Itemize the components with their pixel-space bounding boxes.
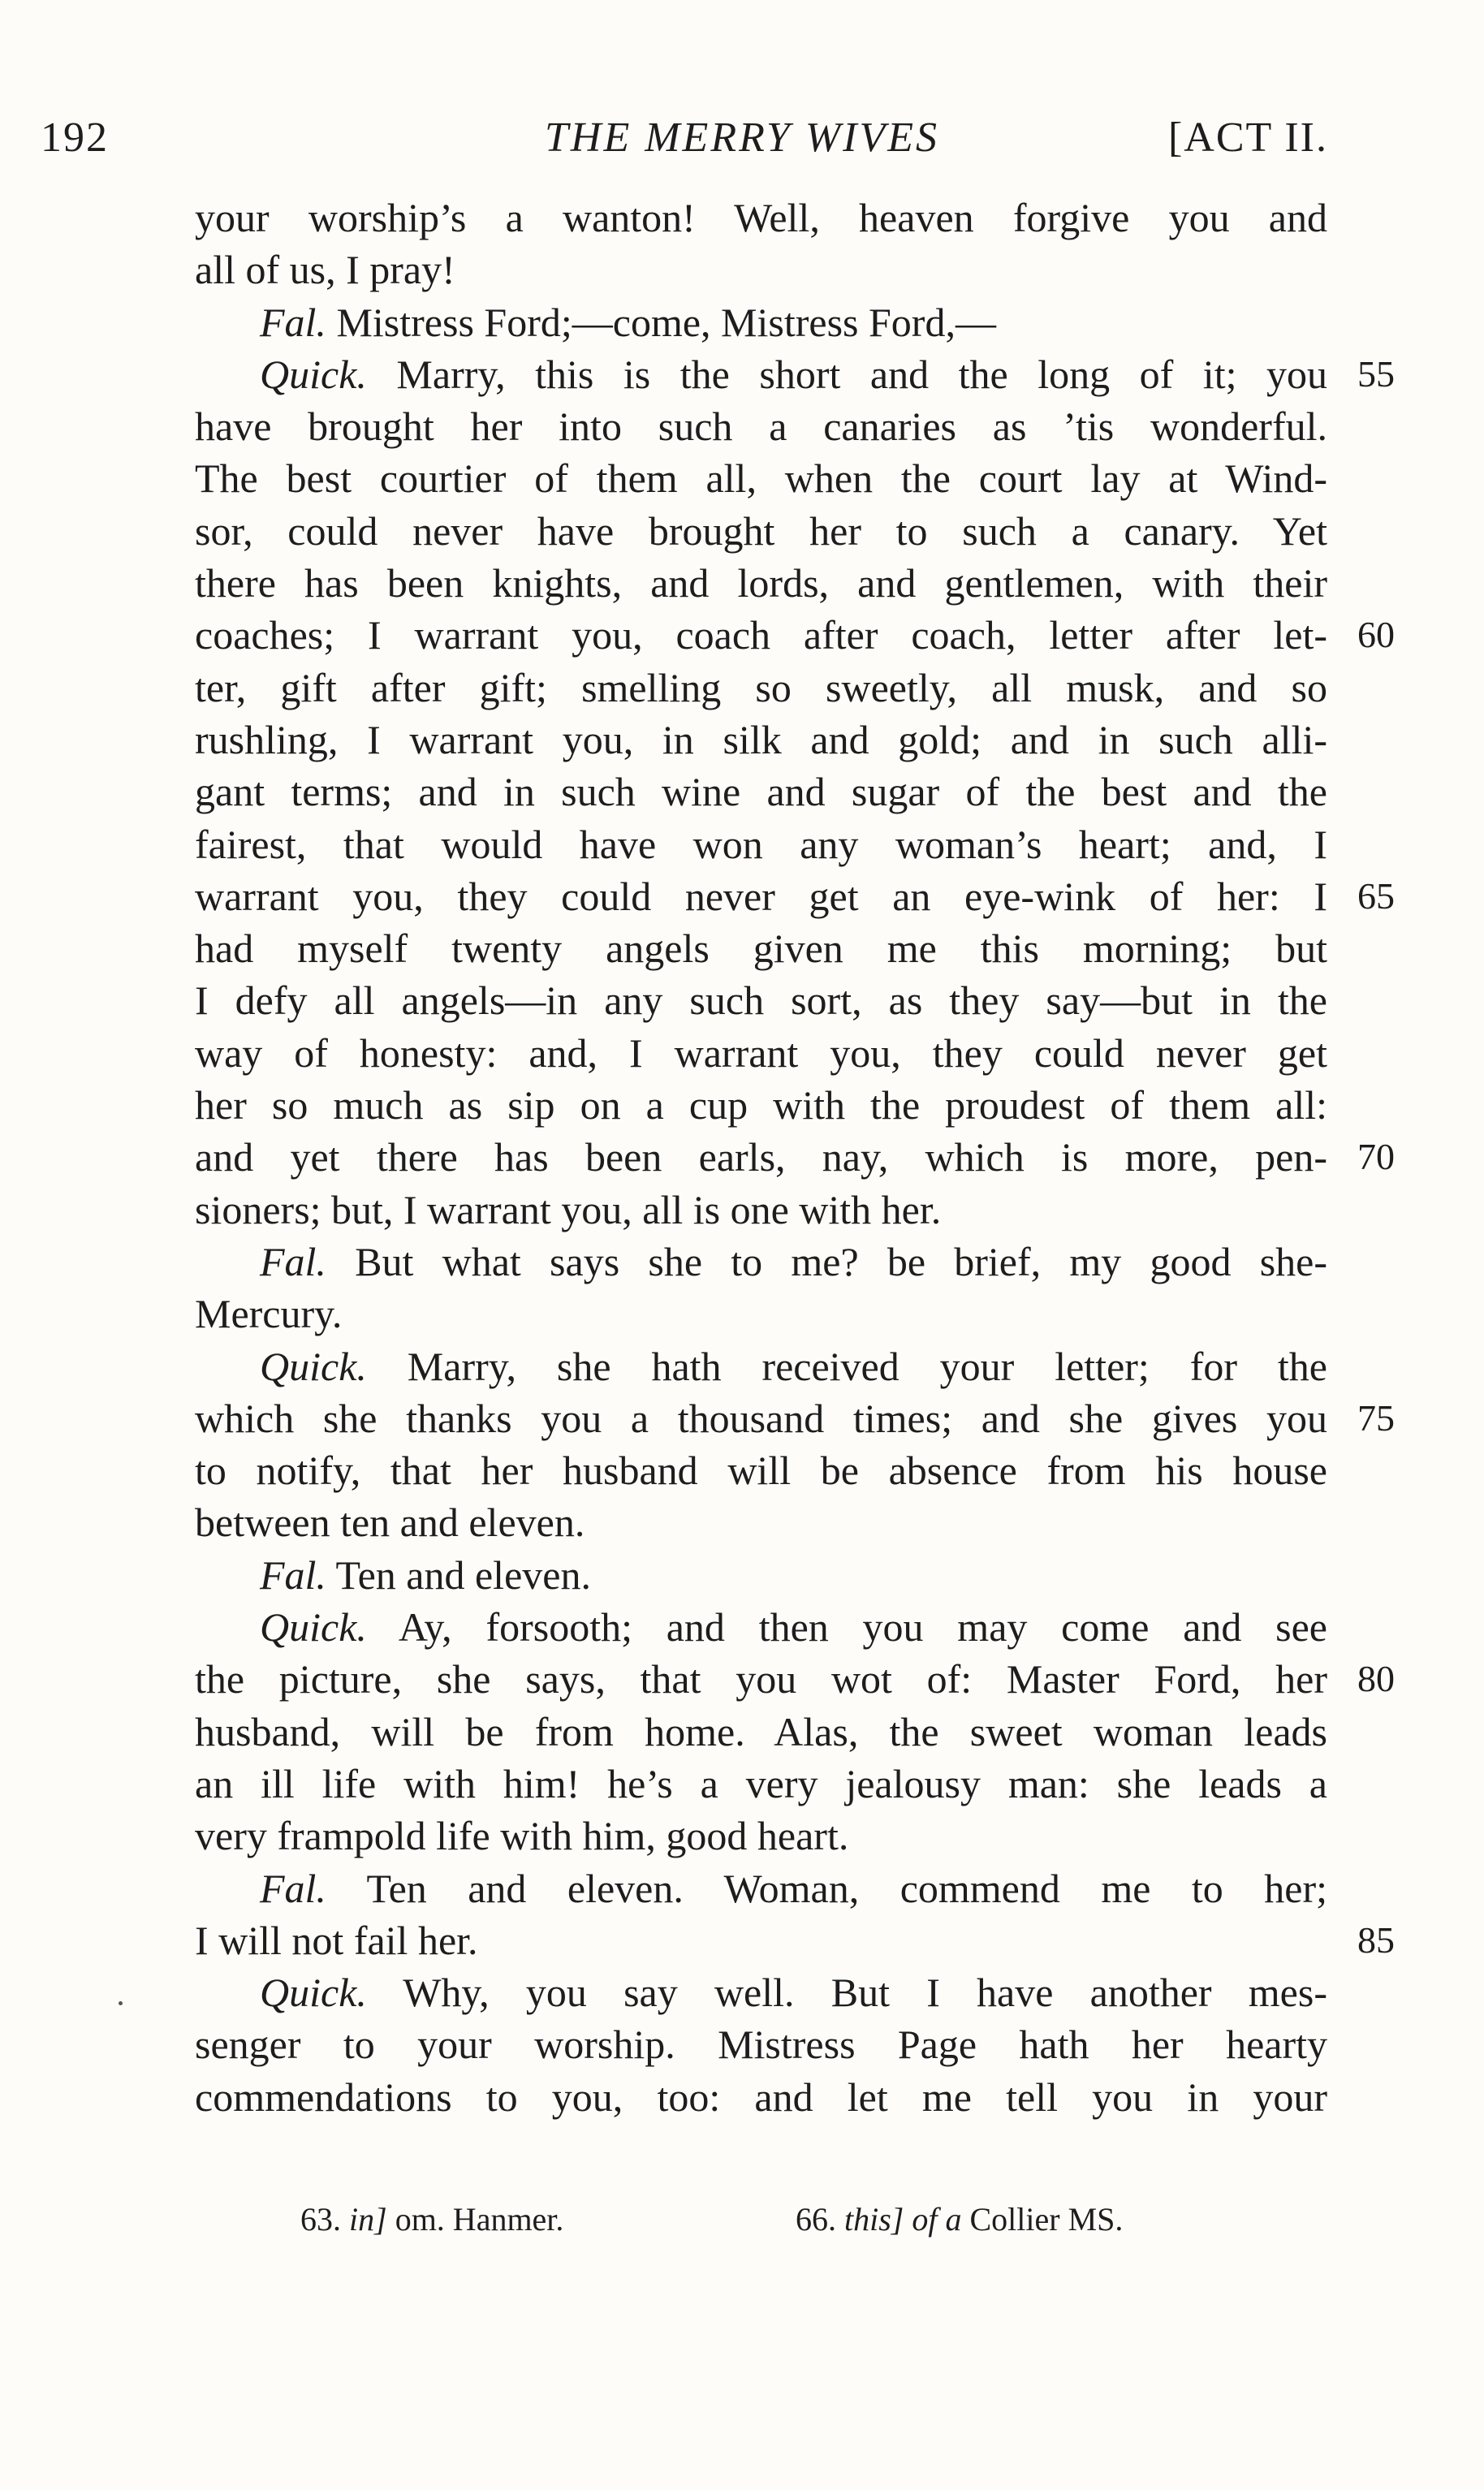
text-line [195,1601,1327,1653]
line-text: Ay, forsooth; and then you may come and see [398,1604,1327,1651]
margin-mark [119,2001,123,2005]
footnote-63 [300,2200,563,2238]
footnote-number: 66. [796,2201,836,2238]
text-line [195,1184,1327,1236]
footnotes [0,2200,1484,2249]
line-text: have brought her into such a canaries as ’tis wonderful. [195,403,1327,450]
line-text: sioners; but, I warrant you, all is one with her. [195,1186,942,1232]
line-text: the picture, she says, that you wot of: Master Ford, her [195,1656,1327,1702]
text-line [195,870,1395,922]
text-line [195,452,1327,504]
line-text: Ten and eleven. [335,1551,591,1598]
line-number: 65 [1357,874,1395,917]
text-line [195,244,1327,296]
text-line [195,1079,1327,1131]
line-text: warrant you, they could never get an eye-wink of her: I [195,873,1327,919]
footnote-lemma: this] [844,2201,904,2238]
line-text: Marry, this is the short and the long of it; you [396,351,1328,397]
line-text: way of honesty: and, I warrant you, they could never get [195,1029,1327,1076]
line-number: 60 [1357,614,1395,656]
line-text: I defy all angels—in any such sort, as they say—but in the [195,977,1327,1024]
text-line [195,1444,1327,1496]
text-line [195,1549,1327,1601]
line-text: Mercury. [195,1291,343,1337]
text-line [195,922,1327,974]
line-text: The best courtier of them all, when the court lay at Wind- [195,455,1327,502]
speaker-name: Quick. [260,351,367,397]
text-line [195,1966,1327,2018]
line-text: husband, will be from home. Alas, the sweet woman leads [195,1708,1327,1754]
play-text [195,192,1395,2123]
line-text: which she thanks you a thousand times; and she gives you [195,1395,1327,1441]
text-line [195,1392,1395,1444]
speaker-name: Fal. [260,1865,326,1911]
line-text: ter, gift after gift; smelling so sweetly, all musk, and so [195,664,1327,710]
line-text: all of us, I pray! [195,247,455,293]
line-text: an ill life with him! he’s a very jealousy man: she leads a [195,1760,1327,1806]
text-line [195,1758,1327,1810]
line-number: 80 [1357,1658,1395,1700]
footnote-lemma: in] [349,2201,387,2238]
text-line [195,1131,1395,1183]
line-text: very frampold life with him, good heart. [195,1813,849,1859]
line-text: to notify, that her husband will be absence from his house [195,1448,1327,1494]
line-text: her so much as sip on a cup with the proudest of them all: [195,1082,1327,1128]
line-text: there has been knights, and lords, and gentlemen, with their [195,560,1327,606]
text-line [195,192,1327,244]
speaker-name: Quick. [260,1343,367,1389]
text-line [195,1236,1327,1288]
text-line [195,348,1395,400]
footnote-number: 63. [300,2201,341,2238]
speaker-name: Quick. [260,1970,367,2016]
text-line [195,766,1327,818]
line-number: 55 [1357,352,1395,395]
text-line [195,1288,1327,1340]
line-text: sor, could never have brought her to such a canary. Yet [195,507,1327,554]
line-text: Ten and eleven. Woman, commend me to her; [366,1865,1327,1911]
footnote-note: Collier MS. [969,2201,1124,2238]
text-line [195,2071,1327,2123]
text-line [195,400,1327,452]
line-text: had myself twenty angels given me this morning; but [195,926,1327,972]
line-text: rushling, I warrant you, in silk and gold; and in such alli- [195,716,1327,762]
speaker-name: Quick. [260,1604,367,1651]
text-line [195,662,1327,714]
running-header [0,114,1484,179]
text-line [195,714,1327,766]
line-text: I will not fail her. [195,1917,478,1963]
line-text: Marry, she hath received your letter; for the [407,1343,1327,1389]
text-line [195,1340,1327,1392]
line-text: But what says she to me? be brief, my good she- [355,1238,1328,1284]
speaker-name: Fal. [260,299,326,345]
text-line [195,296,1327,348]
page-number: 192 [41,114,109,161]
line-text: coaches; I warrant you, coach after coach, letter after let- [195,612,1327,658]
footnote-note: om. Hanmer. [395,2201,564,2238]
text-line [195,1653,1395,1705]
text-line [195,505,1327,557]
text-line [195,1496,1327,1548]
speaker-name: Fal. [260,1238,326,1284]
line-number: 75 [1357,1396,1395,1439]
text-line [195,1706,1327,1758]
line-number: 85 [1357,1918,1395,1961]
footnote-reading: of a [912,2201,962,2238]
text-line [195,1810,1327,1862]
text-line [195,1027,1327,1079]
line-text: Why, you say well. But I have another mes- [403,1970,1327,2016]
footnote-66 [796,2200,1123,2238]
text-line [195,1914,1395,1966]
act-label: [ACT II. [1167,114,1328,161]
text-line [195,609,1395,661]
line-text: Mistress Ford;—come, Mistress Ford,— [336,299,996,345]
line-text: fairest, that would have won any woman’s heart; and, I [195,821,1327,867]
line-text: between ten and eleven. [195,1500,585,1546]
text-line [195,557,1327,609]
line-text: your worship’s a wanton! Well, heaven forgive you and [195,195,1327,240]
text-line [195,974,1327,1026]
line-text: and yet there has been earls, nay, which is more, pen- [195,1134,1327,1180]
line-text: senger to your worship. Mistress Page hath her hearty [195,2022,1327,2068]
line-text: commendations to you, too: and let me tell you in your [195,2074,1327,2120]
text-line [195,1862,1327,1914]
text-line [195,818,1327,870]
page-title: THE MERRY WIVES [545,114,939,161]
text-line [195,2018,1327,2070]
line-text: gant terms; and in such wine and sugar of the best and the [195,769,1327,815]
speaker-name: Fal. [260,1551,326,1598]
line-number: 70 [1357,1136,1395,1178]
